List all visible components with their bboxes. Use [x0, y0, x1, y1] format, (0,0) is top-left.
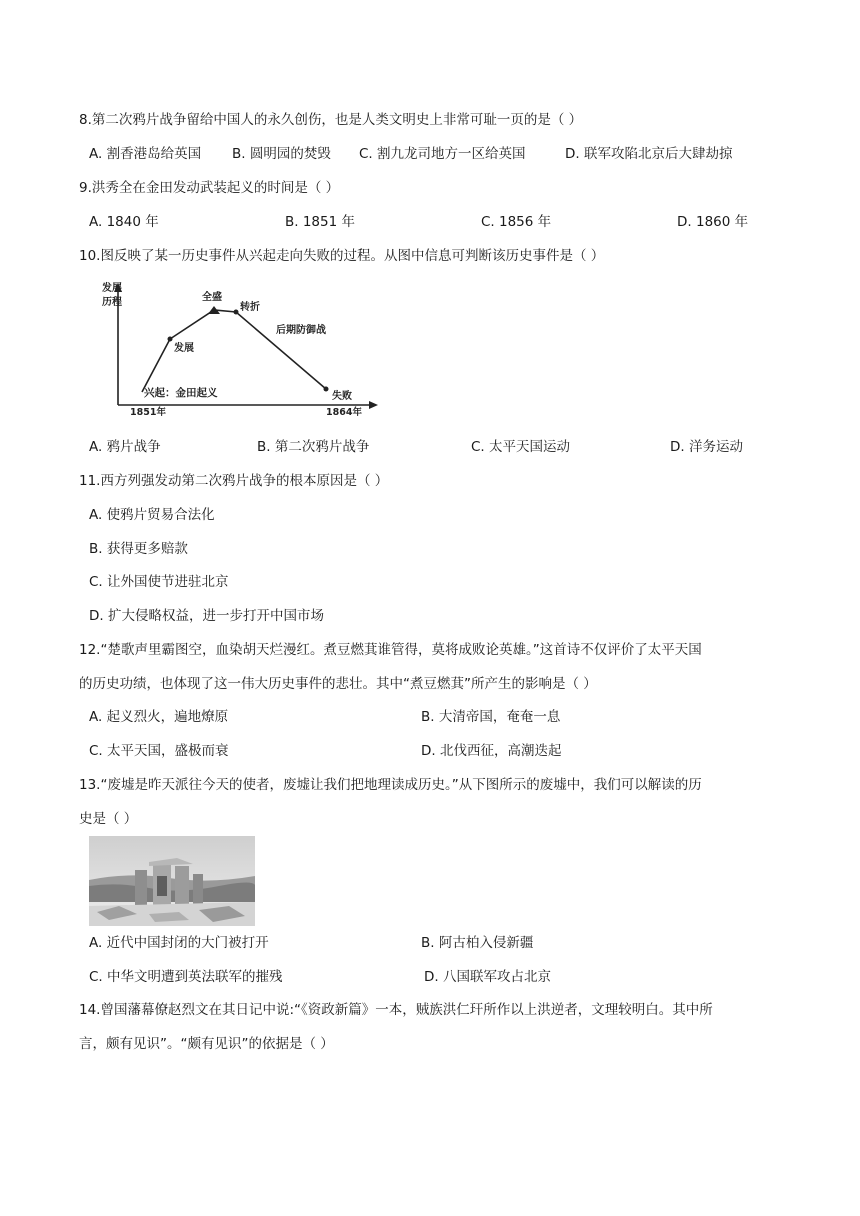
- point-label-defense: 后期防御战: [276, 325, 326, 336]
- question-13-stem-line-1: 13.“废墟是昨天派往今天的使者，废墟让我们把地理读成历史。”从下图所示的废墟中，我们可以解读的历: [79, 777, 702, 793]
- q11-option-d: D. 扩大侵略权益，进一步打开中国市场: [89, 608, 324, 624]
- point-label-failure: 失败: [332, 391, 352, 402]
- point-label-develop: 发展: [174, 343, 194, 354]
- x-axis-start-label: 1851年: [130, 407, 166, 417]
- q9-option-d: D. 1860 年: [677, 214, 749, 230]
- question-8-stem: 8.第二次鸦片战争留给中国人的永久创伤，也是人类文明史上非常可耻一页的是（ ）: [79, 112, 583, 128]
- y-axis-label-line-2: 历程: [102, 297, 122, 308]
- q12-option-c: C. 太平天国，盛极而衰: [89, 743, 229, 759]
- question-13-stem-line-2: 史是（ ）: [79, 811, 138, 827]
- q10-option-a: A. 鸦片战争: [89, 439, 161, 455]
- q13-option-a: A. 近代中国封闭的大门被打开: [89, 935, 269, 951]
- q8-option-a: A. 割香港岛给英国: [89, 146, 202, 162]
- q13-option-d: D. 八国联军攻占北京: [424, 969, 551, 985]
- q11-option-b: B. 获得更多赔款: [89, 541, 188, 557]
- x-axis-end-label: 1864年: [326, 407, 362, 417]
- question-10-stem: 10.图反映了某一历史事件从兴起走向失败的过程。从图中信息可判断该历史事件是（ ）: [79, 248, 605, 264]
- q8-option-c: C. 割九龙司地方一区给英国: [359, 146, 526, 162]
- question-11-stem: 11.西方列强发动第二次鸦片战争的根本原因是（ ）: [79, 473, 389, 489]
- taiping-development-chart: [100, 281, 380, 417]
- question-12-stem-line-2: 的历史功绩，也体现了这一伟大历史事件的悲壮。其中“煮豆燃萁”所产生的影响是（ ）: [79, 676, 597, 692]
- point-label-peak: 全盛: [202, 292, 222, 303]
- q8-option-d: D. 联军攻陷北京后大肆劫掠: [565, 146, 733, 162]
- q10-option-d: D. 洋务运动: [670, 439, 743, 455]
- q12-option-b: B. 大清帝国，奄奄一息: [421, 709, 561, 725]
- q11-option-a: A. 使鸦片贸易合法化: [89, 507, 215, 523]
- question-12-stem-line-1: 12.“楚歌声里霸图空，血染胡天烂漫红。煮豆燃萁谁管得，莫将成败论英雄。”这首诗不仅评价了太平天国: [79, 642, 702, 658]
- q11-option-c: C. 让外国使节进驻北京: [89, 574, 229, 590]
- q12-option-a: A. 起义烈火，遍地燎原: [89, 709, 229, 725]
- y-axis-label-line-1: 发展: [102, 283, 122, 294]
- q9-option-b: B. 1851 年: [285, 214, 355, 230]
- q10-option-b: B. 第二次鸦片战争: [257, 439, 370, 455]
- q9-option-c: C. 1856 年: [481, 214, 552, 230]
- question-14-stem-line-2: 言，颇有见识”。“颇有见识”的依据是（ ）: [79, 1036, 334, 1052]
- point-label-turning: 转折: [240, 302, 260, 313]
- q13-option-b: B. 阿古柏入侵新疆: [421, 935, 534, 951]
- q8-option-b: B. 圆明园的焚毁: [232, 146, 331, 162]
- q12-option-d: D. 北伐西征，高潮迭起: [421, 743, 562, 759]
- point-label-rise: 兴起：金田起义: [144, 387, 218, 399]
- ruins-photo: [89, 836, 255, 926]
- question-9-stem: 9.洪秀全在金田发动武装起义的时间是（ ）: [79, 180, 340, 196]
- q10-option-c: C. 太平天国运动: [471, 439, 571, 455]
- q9-option-a: A. 1840 年: [89, 214, 159, 230]
- question-14-stem-line-1: 14.曾国藩幕僚赵烈文在其日记中说:“《资政新篇》一本，贼族洪仁玕所作以上洪逆者，文理较明白。其中所: [79, 1002, 713, 1018]
- q13-option-c: C. 中华文明遭到英法联军的摧残: [89, 969, 283, 985]
